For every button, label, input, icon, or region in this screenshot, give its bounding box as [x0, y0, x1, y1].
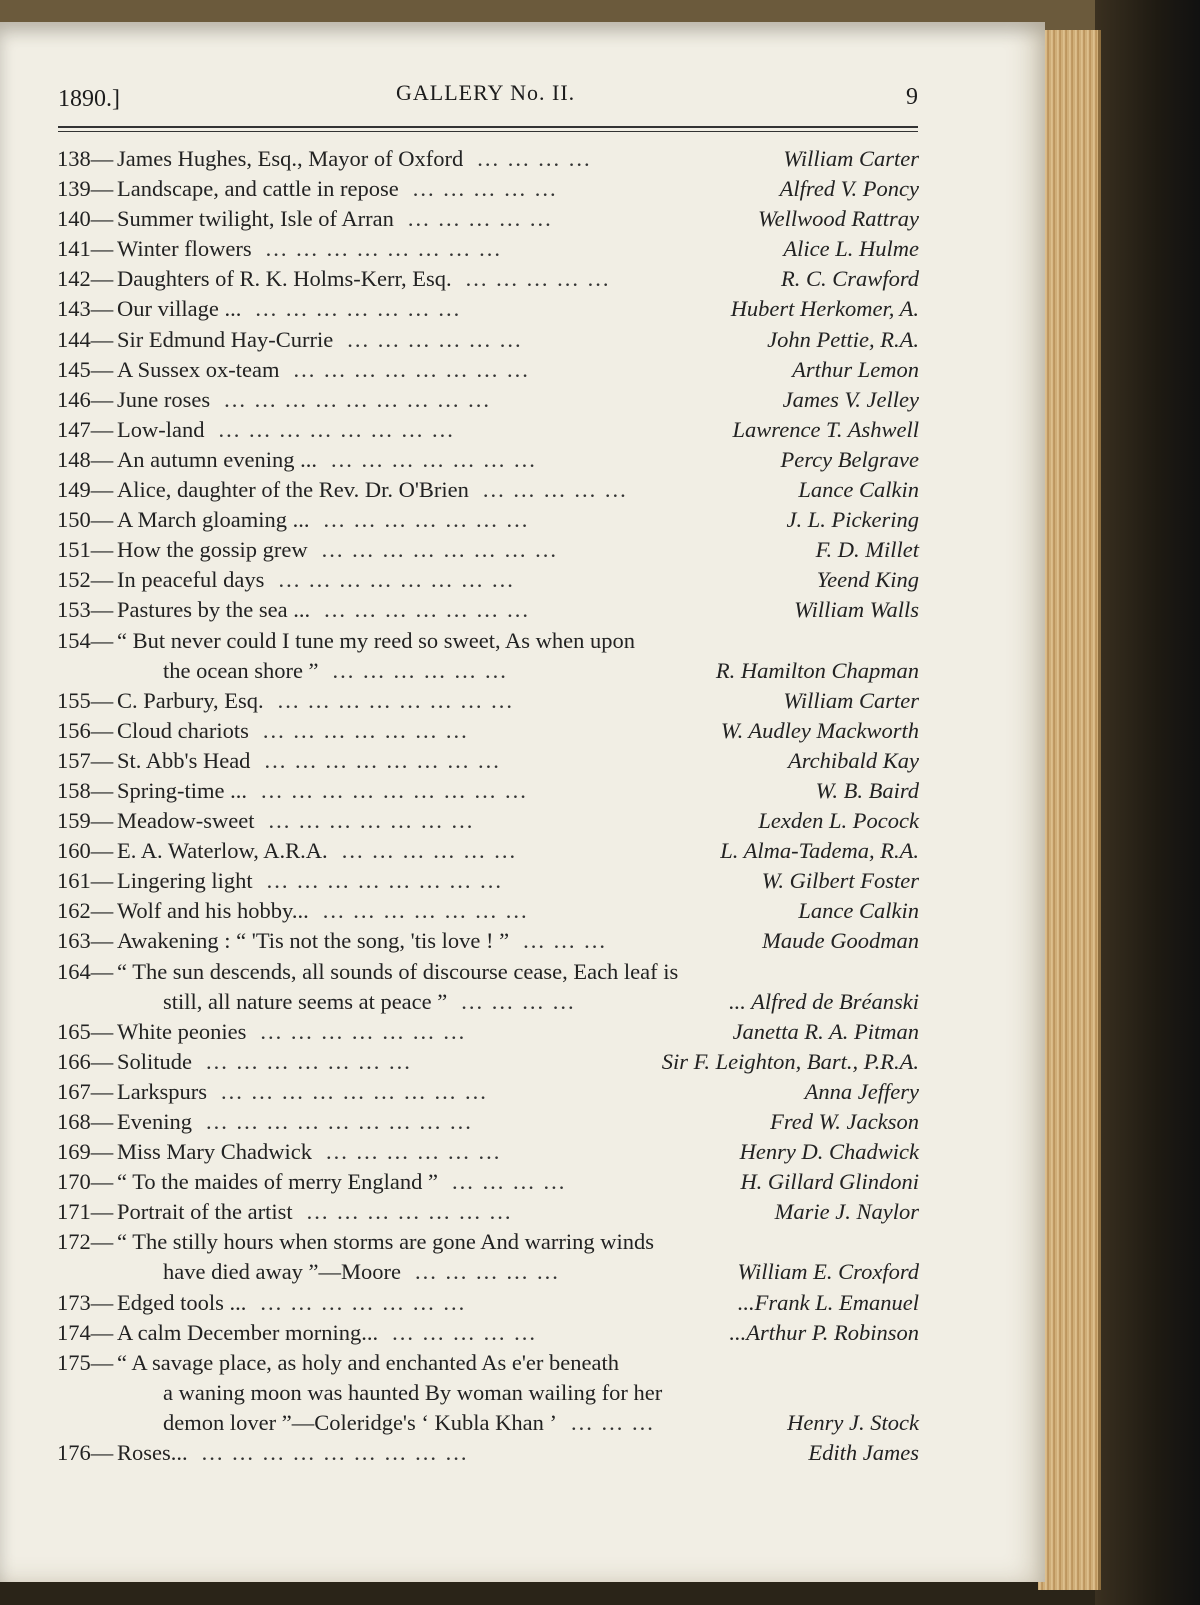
entry-number: 165—: [57, 1018, 114, 1044]
leader-dots: ... ... ... ... ... ... ... ...: [266, 868, 503, 894]
entry-number: 154—: [57, 627, 114, 653]
catalogue-entry: [57, 1017, 919, 1047]
entry-artist: L. Alma-Tadema, R.A.: [720, 838, 919, 864]
catalogue-entry: [57, 174, 919, 204]
entry-artist: Lance Calkin: [798, 477, 919, 503]
leader-dots: ... ... ... ... ... ...: [347, 326, 523, 352]
entry-number: 140—: [57, 206, 114, 232]
entry-number: 164—: [57, 958, 114, 984]
entry-number: 169—: [57, 1139, 114, 1165]
page-header: [58, 72, 918, 112]
leader-dots: ... ... ... ... ...: [482, 477, 628, 503]
entry-number: 166—: [57, 1048, 114, 1074]
entry-title-continued: have died away ”—Moore: [163, 1259, 402, 1285]
entry-artist: Marie J. Naylor: [774, 1199, 919, 1225]
leader-dots: ... ... ... ... ... ... ... ...: [265, 236, 503, 262]
entry-artist: W. Audley Mackworth: [720, 717, 919, 743]
leader-dots: ... ... ... ... ...: [392, 1319, 538, 1345]
catalogue-entry: [57, 535, 919, 565]
entry-title: Larkspurs: [117, 1078, 207, 1104]
catalogue-entry: [57, 204, 919, 234]
catalogue-entry: [57, 1047, 919, 1077]
catalogue-entry: [57, 1167, 919, 1197]
entry-number: 146—: [57, 386, 114, 412]
entry-number: 172—: [57, 1229, 114, 1255]
catalogue-entry-continued: [57, 987, 919, 1017]
catalogue-entry-continued: [57, 1257, 919, 1287]
catalogue-entry: [57, 385, 919, 415]
entry-title: “ A savage place, as holy and enchanted As e'er beneath: [117, 1349, 619, 1375]
entry-number: 138—: [57, 146, 114, 171]
entry-title: Winter flowers: [117, 236, 252, 262]
entry-number: 173—: [57, 1289, 114, 1315]
entry-title: C. Parbury, Esq.: [117, 687, 264, 713]
entry-artist: Alfred V. Poncy: [779, 176, 919, 202]
entry-number: 150—: [57, 507, 114, 533]
entry-title: Landscape, and cattle in repose: [117, 176, 399, 202]
leader-dots: ... ... ... ... ... ...: [341, 838, 518, 864]
entry-artist: H. Gillard Glindoni: [740, 1169, 919, 1195]
entry-number: 155—: [57, 687, 114, 713]
catalogue-entry: [57, 1077, 919, 1107]
entry-artist: James V. Jelley: [782, 386, 919, 412]
entry-artist: F. D. Millet: [815, 537, 919, 563]
entry-title: A Sussex ox-team: [117, 356, 280, 382]
catalogue-entry: [57, 264, 919, 294]
leader-dots: ... ... ... ... ... ...: [326, 1139, 502, 1165]
entry-artist: William Walls: [794, 597, 919, 623]
entry-artist: Henry J. Stock: [787, 1409, 919, 1435]
entry-artist: Archibald Kay: [787, 747, 919, 773]
catalogue-entry: [57, 866, 919, 896]
leader-dots: ... ... ...: [523, 928, 607, 954]
entry-artist: W. B. Baird: [815, 777, 919, 803]
entry-title: Summer twilight, Isle of Arran: [117, 206, 394, 232]
leader-dots: ... ... ... ... ... ... ...: [324, 597, 530, 623]
leader-dots: ... ... ... ... ... ... ...: [330, 446, 537, 472]
page-edges: [1038, 30, 1101, 1590]
catalogue-entry: [57, 234, 919, 264]
entry-title: Awakening : “ 'Tis not the song, 'tis love ! ”: [117, 928, 510, 954]
entry-title: How the gossip grew: [117, 537, 308, 563]
entry-artist: Lance Calkin: [798, 898, 919, 924]
leader-dots: ... ... ... ... ...: [465, 266, 611, 292]
catalogue-entry: [57, 836, 919, 866]
entry-artist: William Carter: [783, 146, 919, 171]
entry-number: 167—: [57, 1078, 114, 1104]
leader-dots: ... ... ... ... ... ... ... ... ...: [220, 1078, 488, 1104]
leader-dots: ... ... ... ...: [461, 988, 576, 1014]
catalogue-entry: [57, 595, 919, 625]
entry-number: 157—: [57, 747, 114, 773]
entry-number: 176—: [57, 1440, 114, 1466]
entry-artist: ...Arthur P. Robinson: [729, 1319, 919, 1345]
catalogue-entry: [57, 1107, 919, 1137]
entry-artist: J. L. Pickering: [786, 507, 919, 533]
entry-artist: ... Alfred de Bréanski: [729, 988, 919, 1014]
leader-dots: ... ... ... ... ...: [412, 176, 558, 202]
entry-title: June roses: [117, 386, 211, 412]
entry-title: Lingering light: [117, 868, 253, 894]
entry-title: “ The sun descends, all sounds of discourse cease, Each leaf is: [117, 958, 679, 984]
entry-title: E. A. Waterlow, A.R.A.: [117, 838, 328, 864]
catalogue-entry: [57, 415, 919, 445]
entry-number: 151—: [57, 537, 114, 563]
catalogue-entry: [57, 1227, 919, 1257]
entry-title: Wolf and his hobby...: [117, 898, 309, 924]
leader-dots: ... ... ... ... ... ... ...: [306, 1199, 513, 1225]
entry-artist: Lexden L. Pocock: [758, 808, 919, 834]
leader-dots: ... ... ... ... ...: [415, 1259, 560, 1285]
entry-artist: Percy Belgrave: [780, 446, 919, 472]
leader-dots: ... ... ...: [570, 1409, 655, 1435]
entry-title: James Hughes, Esq., Mayor of Oxford: [117, 146, 464, 171]
entry-number: 141—: [57, 236, 114, 262]
leader-dots: ... ... ... ... ... ... ...: [262, 717, 469, 743]
catalogue-entry: [57, 686, 919, 716]
leader-dots: ... ... ... ... ...: [407, 206, 553, 232]
catalogue-entry-continued: [57, 1378, 919, 1408]
leader-dots: ... ... ... ... ... ... ...: [260, 1018, 467, 1044]
entry-artist: R. C. Crawford: [781, 266, 919, 292]
entry-artist: Sir F. Leighton, Bart., P.R.A.: [661, 1048, 919, 1074]
catalogue-entry: [57, 505, 919, 535]
entry-artist: Fred W. Jackson: [770, 1109, 919, 1134]
catalogue-entry: [57, 1288, 919, 1318]
entry-artist: Arthur Lemon: [792, 356, 919, 382]
leader-dots: ... ... ... ... ... ...: [332, 657, 508, 683]
entry-number: 147—: [57, 416, 114, 442]
entry-artist: Alice L. Hulme: [783, 236, 919, 262]
leader-dots: ... ... ... ... ... ... ... ...: [277, 687, 515, 713]
entry-number: 158—: [57, 777, 114, 803]
entry-artist: Hubert Herkomer, A.: [730, 296, 919, 322]
entry-artist: ...Frank L. Emanuel: [737, 1289, 919, 1315]
entry-artist: William Carter: [783, 687, 919, 713]
entry-number: 170—: [57, 1169, 114, 1195]
catalogue-entry: [57, 294, 919, 324]
entry-artist: William E. Croxford: [737, 1259, 919, 1285]
catalogue-entry: [57, 776, 919, 806]
entry-title: Solitude: [117, 1048, 193, 1074]
leader-dots: ... ... ... ... ... ... ...: [268, 808, 475, 834]
entry-title: Roses...: [117, 1440, 188, 1466]
catalogue-entry-continued: [57, 1408, 919, 1438]
catalogue-entry: [57, 355, 919, 385]
entry-title: “ The stilly hours when storms are gone And warring winds: [117, 1229, 655, 1255]
entry-artist: W. Gilbert Foster: [761, 868, 919, 894]
entry-title: Pastures by the sea ...: [117, 597, 311, 623]
entry-number: 139—: [57, 176, 114, 202]
catalogue-entry: [57, 806, 919, 836]
catalogue-entry: [57, 475, 919, 505]
book-board: [1095, 0, 1200, 1605]
leader-dots: ... ... ... ... ... ... ... ... ...: [201, 1440, 469, 1466]
entry-number: 162—: [57, 898, 114, 924]
entry-number: 160—: [57, 838, 114, 864]
catalogue-entry: [57, 716, 919, 746]
catalogue-entry: [57, 1137, 919, 1167]
catalogue-entries: [57, 144, 919, 1468]
entry-title-continued: a waning moon was haunted By woman wailing for her: [163, 1379, 663, 1405]
entry-title: Spring-time ...: [117, 777, 247, 803]
entry-artist: Henry D. Chadwick: [739, 1139, 919, 1165]
entry-number: 149—: [57, 477, 114, 503]
leader-dots: ... ... ... ... ... ... ...: [260, 1289, 467, 1315]
catalogue-entry: [57, 1197, 919, 1227]
entry-title: In peaceful days: [117, 567, 265, 593]
entry-title: A calm December morning...: [117, 1319, 379, 1345]
entry-title: Portrait of the artist: [117, 1199, 293, 1225]
entry-number: 161—: [57, 868, 114, 894]
catalogue-entry: [57, 144, 919, 174]
entry-number: 152—: [57, 567, 114, 593]
entry-title: Daughters of R. K. Holms-Kerr, Esq.: [117, 266, 452, 292]
entry-artist: Anna Jeffery: [804, 1078, 919, 1104]
entry-artist: Yeend King: [816, 567, 919, 593]
entry-title: Low-land: [117, 416, 205, 442]
leader-dots: ... ... ... ... ... ... ... ... ...: [261, 777, 528, 803]
entry-title: Meadow-sweet: [117, 808, 255, 834]
leader-dots: ... ... ... ... ... ... ...: [206, 1048, 412, 1074]
catalogue-entry: [57, 1438, 919, 1468]
header-year: 1890.]: [58, 86, 120, 112]
catalogue-entry: [57, 1318, 919, 1348]
leader-dots: ... ... ... ... ... ... ...: [255, 296, 462, 322]
header-rule: [58, 126, 918, 128]
leader-dots: ... ... ... ... ... ... ... ...: [264, 747, 501, 773]
catalogue-entry: [57, 746, 919, 776]
entry-title-continued: still, all nature seems at peace ”: [163, 988, 448, 1014]
header-title: GALLERY No. II.: [396, 80, 576, 105]
entry-title: An autumn evening ...: [117, 446, 317, 472]
entry-title-continued: demon lover ”—Coleridge's ‘ Kubla Khan ’: [163, 1409, 557, 1435]
entry-artist: John Pettie, R.A.: [767, 326, 919, 352]
entry-title: St. Abb's Head: [117, 747, 251, 773]
entry-number: 175—: [57, 1349, 114, 1375]
leader-dots: ... ... ... ... ... ... ... ...: [218, 416, 455, 442]
leader-dots: ... ... ... ... ... ... ...: [323, 507, 530, 533]
leader-dots: ... ... ... ... ... ... ... ... ...: [205, 1109, 473, 1134]
leader-dots: ... ... ... ... ... ... ... ... ...: [224, 386, 491, 412]
entry-artist: Lawrence T. Ashwell: [732, 416, 919, 442]
catalogue-entry: [57, 896, 919, 926]
leader-dots: ... ... ... ...: [477, 146, 592, 171]
entry-title: Edged tools ...: [117, 1289, 247, 1315]
entry-number: 159—: [57, 808, 114, 834]
entry-number: 174—: [57, 1319, 114, 1345]
entry-title: Sir Edmund Hay-Currie: [117, 326, 334, 352]
entry-number: 171—: [57, 1199, 114, 1225]
entry-number: 153—: [57, 597, 114, 623]
entry-artist: Janetta R. A. Pitman: [732, 1018, 919, 1044]
catalogue-entry-continued: [57, 656, 919, 686]
entry-title: “ But never could I tune my reed so sweet, As when upon: [117, 627, 636, 653]
entry-artist: Edith James: [808, 1440, 919, 1466]
entry-number: 145—: [57, 356, 114, 382]
entry-title: “ To the maides of merry England ”: [117, 1169, 439, 1195]
entry-title: Alice, daughter of the Rev. Dr. O'Brien: [117, 477, 469, 503]
catalogue-entry: [57, 445, 919, 475]
entry-title: Evening: [117, 1109, 192, 1134]
header-rule-thin: [58, 131, 918, 132]
leader-dots: ... ... ... ... ... ... ... ...: [293, 356, 530, 382]
catalogue-entry: [57, 957, 919, 987]
entry-title: Cloud chariots: [117, 717, 249, 743]
leader-dots: ... ... ... ... ... ... ... ...: [321, 537, 558, 563]
entry-title-continued: the ocean shore ”: [163, 657, 319, 683]
catalogue-entry: [57, 1348, 919, 1378]
entry-number: 148—: [57, 446, 114, 472]
entry-title: A March gloaming ...: [117, 507, 310, 533]
entry-artist: R. Hamilton Chapman: [715, 657, 919, 683]
entry-title: Miss Mary Chadwick: [117, 1139, 312, 1165]
leader-dots: ... ... ... ... ... ... ...: [322, 898, 529, 924]
catalogue-entry: [57, 565, 919, 595]
entry-number: 168—: [57, 1109, 114, 1134]
entry-title: Our village ...: [117, 296, 242, 322]
entry-number: 163—: [57, 928, 114, 954]
entry-number: 156—: [57, 717, 114, 743]
entry-number: 143—: [57, 296, 114, 322]
catalogue-entry: [57, 626, 919, 656]
entry-artist: Wellwood Rattray: [757, 206, 919, 232]
catalogue-entry: [57, 325, 919, 355]
entry-title: White peonies: [117, 1018, 247, 1044]
catalogue-entry: [57, 926, 919, 956]
entry-number: 142—: [57, 266, 114, 292]
leader-dots: ... ... ... ...: [452, 1169, 567, 1195]
entry-artist: Maude Goodman: [762, 928, 919, 954]
page-number: 9: [906, 84, 918, 110]
leader-dots: ... ... ... ... ... ... ... ...: [278, 567, 515, 593]
entry-number: 144—: [57, 326, 114, 352]
